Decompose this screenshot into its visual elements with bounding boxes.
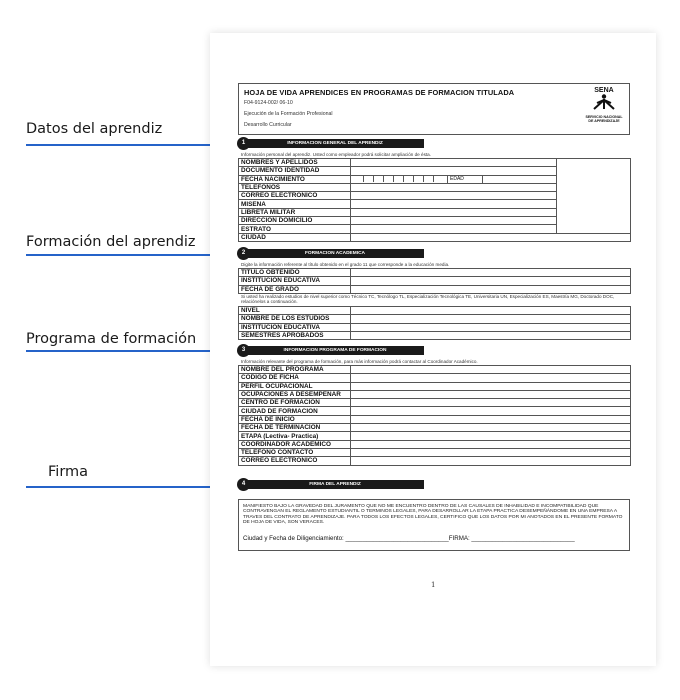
logo-word: SENA: [594, 87, 614, 94]
callout-programa-formacion: Programa de formación: [26, 331, 197, 347]
table-row: [239, 277, 631, 285]
field-value-cell[interactable]: [351, 183, 557, 191]
section-3-number: 3: [237, 344, 250, 357]
date-digit-box[interactable]: [423, 176, 433, 182]
section-2-note: Digite la información referente al título obtenido en el grado 11 que corresponde a la educación media.: [241, 262, 450, 267]
form-title: HOJA DE VIDA APRENDICES EN PROGRAMAS DE FORMACION TITULADA: [244, 88, 515, 97]
field-value-cell[interactable]: [351, 285, 631, 293]
section-2-title: FORMACION ACADEMICA: [246, 249, 424, 258]
field-value-cell[interactable]: [351, 415, 631, 423]
document-page: [210, 33, 656, 666]
arrow-firma: [26, 486, 236, 488]
table-row: [239, 407, 631, 415]
section-3-note: Información relevante del programa de formación, para más información podrá contactar al Coordinador Académico.: [241, 359, 478, 364]
field-value-cell[interactable]: [351, 366, 631, 374]
field-value-cell[interactable]: [351, 233, 631, 241]
section-4-number: 4: [237, 478, 250, 491]
field-label: FECHA DE TERMINACION: [239, 424, 351, 432]
field-label: FECHA NACIMIENTO: [239, 175, 351, 183]
higher-education-table: [238, 306, 631, 340]
table-row: [239, 448, 631, 456]
field-label: PERFIL OCUPACIONAL: [239, 382, 351, 390]
field-label: FECHA DE INICIO: [239, 415, 351, 423]
city-date-signature-line[interactable]: Ciudad y Fecha de Diligenciamiento: ______________________________FIRMA: ______________________________: [243, 535, 575, 542]
date-digit-box[interactable]: [363, 176, 373, 182]
field-value-cell[interactable]: [351, 432, 631, 440]
field-label: CIUDAD DE FORMACION: [239, 407, 351, 415]
logo-sub-1: SERVICIO NACIONAL: [585, 115, 623, 119]
logo-sub-2: DE APRENDIZAJE: [588, 119, 620, 123]
table-row: [239, 399, 631, 407]
section-1-note: Información personal del aprendiz. Usted como empleador podrá solicitar ampliación de ésta.: [241, 152, 431, 157]
field-label: TELEFONO CONTACTO: [239, 448, 351, 456]
personal-info-table: [238, 158, 631, 242]
field-value-cell[interactable]: [351, 374, 631, 382]
field-value-cell[interactable]: [351, 175, 557, 183]
callout-formacion-aprendiz: Formación del aprendiz: [26, 234, 196, 250]
field-value-cell[interactable]: [351, 331, 631, 339]
program-table: [238, 365, 631, 466]
field-value-cell[interactable]: [351, 457, 631, 465]
form-subtitle-2: Desarrollo Curricular: [244, 122, 292, 128]
field-value-cell[interactable]: [351, 192, 557, 200]
field-value-cell[interactable]: [351, 323, 631, 331]
field-value-cell[interactable]: [351, 225, 557, 233]
field-value-cell[interactable]: [351, 440, 631, 448]
sena-emblem-icon: [592, 94, 616, 110]
field-label: NOMBRE DE LOS ESTUDIOS: [239, 315, 351, 323]
table-row: [239, 331, 631, 339]
table-row: [239, 382, 631, 390]
field-label: FECHA DE GRADO: [239, 285, 351, 293]
field-label: NOMBRES Y APELLIDOS: [239, 159, 351, 167]
photo-cell[interactable]: [557, 159, 631, 234]
field-value-cell[interactable]: [351, 217, 557, 225]
field-label: CORREO ELECTRONICO: [239, 457, 351, 465]
table-row: [239, 315, 631, 323]
field-label: CORREO ELECTRONICO: [239, 192, 351, 200]
section-1-number: 1: [237, 137, 250, 150]
table-row: [239, 415, 631, 423]
form-header: [238, 83, 630, 135]
section-2-note-higher: Si usted ha realizado estudios de nivel superior como Técnico TC, Tecnólogo TL, Especialización Tecnológica TE, Universitaria UN, Especialización ES, Maestría MG, Doctorado DOC, relaciónelos a continuación.: [241, 294, 615, 305]
date-digit-box[interactable]: [403, 176, 413, 182]
field-value-cell[interactable]: [351, 399, 631, 407]
section-4-title: FIRMA DEL APRENDIZ: [246, 480, 424, 489]
field-label: TITULO OBTENIDO: [239, 269, 351, 277]
edad-label: EDAD: [447, 175, 483, 183]
field-value-cell[interactable]: [351, 167, 557, 175]
date-digit-box[interactable]: [413, 176, 423, 182]
table-row: [239, 233, 631, 241]
field-value-cell[interactable]: [351, 307, 631, 315]
field-label: TELEFONOS: [239, 183, 351, 191]
field-value-cell[interactable]: [351, 382, 631, 390]
table-row: [239, 285, 631, 293]
field-value-cell[interactable]: [351, 277, 631, 285]
field-value-cell[interactable]: [351, 448, 631, 456]
table-row: [239, 366, 631, 374]
table-row: [239, 307, 631, 315]
declaration-text: MANIFIESTO BAJO LA GRAVEDAD DEL JURAMENTO QUE NO ME ENCUENTRO DENTRO DE LAS CAUSALES DE INHABILIDAD E INCOMPATIBILIDAD QUE CONTRAVENGAN EL REGLAMENTO ESTUDIANTIL O TERMINOS LEGALES, PARA DESARROLLAR LA ETAPA PRACTICA DESEMPEÑÁNDOME EN UNA EMPRESA A TRAVES DEL CONTRATO DE APRENDIZAJE. PARA TODOS LOS EFECTOS LEGALES, CERTIFICO QUE LOS DATOS POR MI ANOTADOS EN EL PRESENTE FORMATO DE HOJA DE VIDA, SON VERACES.: [243, 504, 623, 526]
date-digit-box[interactable]: [433, 176, 443, 182]
table-row: [239, 432, 631, 440]
sena-logo: [583, 87, 625, 131]
field-label: CODIGO DE FICHA: [239, 374, 351, 382]
table-row: [239, 159, 631, 167]
table-row: [239, 424, 631, 432]
field-label: MISENA: [239, 200, 351, 208]
academic-table: [238, 268, 631, 294]
date-digit-box[interactable]: [393, 176, 403, 182]
field-label: ETAPA (Lectiva- Practica): [239, 432, 351, 440]
date-digit-box[interactable]: [383, 176, 393, 182]
field-label: CENTRO DE FORMACION: [239, 399, 351, 407]
field-label: LIBRETA MILITAR: [239, 208, 351, 216]
field-value-cell[interactable]: [351, 159, 557, 167]
birthdate-boxes: [363, 176, 554, 183]
field-label: ESTRATO: [239, 225, 351, 233]
table-row: [239, 374, 631, 382]
table-row: [239, 323, 631, 331]
form-subtitle-1: Ejecución de la Formación Profesional: [244, 111, 333, 117]
field-label: CIUDAD: [239, 233, 351, 241]
callout-firma: Firma: [48, 464, 89, 480]
section-1-title: INFORMACION GENERAL DEL APRENDIZ: [246, 139, 424, 148]
page-number: 1: [431, 581, 436, 589]
arrow-programa: [26, 350, 236, 352]
date-digit-box[interactable]: [373, 176, 383, 182]
form-code: F04-9124-002/ 06-10: [244, 100, 293, 106]
field-value-cell[interactable]: [351, 269, 631, 277]
table-row: [239, 440, 631, 448]
signature-box: [238, 499, 630, 551]
field-value-cell[interactable]: [351, 390, 631, 398]
callout-datos-aprendiz: Datos del aprendiz: [26, 121, 163, 137]
field-label: SEMESTRES APROBADOS: [239, 331, 351, 339]
field-label: COORDINADOR ACADEMICO: [239, 440, 351, 448]
field-value-cell[interactable]: [351, 200, 557, 208]
field-value-cell[interactable]: [351, 407, 631, 415]
field-label: INSTITUCIÓN EDUCATIVA: [239, 323, 351, 331]
field-label: DIRECCION DOMICILIO: [239, 217, 351, 225]
field-label: INSTITUCIÓN EDUCATIVA: [239, 277, 351, 285]
table-row: [239, 457, 631, 465]
field-label: DOCUMENTO IDENTIDAD: [239, 167, 351, 175]
field-label: OCUPACIONES A DESEMPEÑAR: [239, 390, 351, 398]
section-3-title: INFORMACION PROGRAMA DE FORMACION: [246, 346, 424, 355]
field-value-cell[interactable]: [351, 208, 557, 216]
arrow-datos: [26, 144, 236, 146]
field-label: NOMBRE DEL PROGRAMA: [239, 366, 351, 374]
field-value-cell[interactable]: [351, 315, 631, 323]
section-2-number: 2: [237, 247, 250, 260]
arrow-formacion: [26, 254, 236, 256]
table-row: [239, 390, 631, 398]
table-row: [239, 269, 631, 277]
field-label: NIVEL: [239, 307, 351, 315]
field-value-cell[interactable]: [351, 424, 631, 432]
